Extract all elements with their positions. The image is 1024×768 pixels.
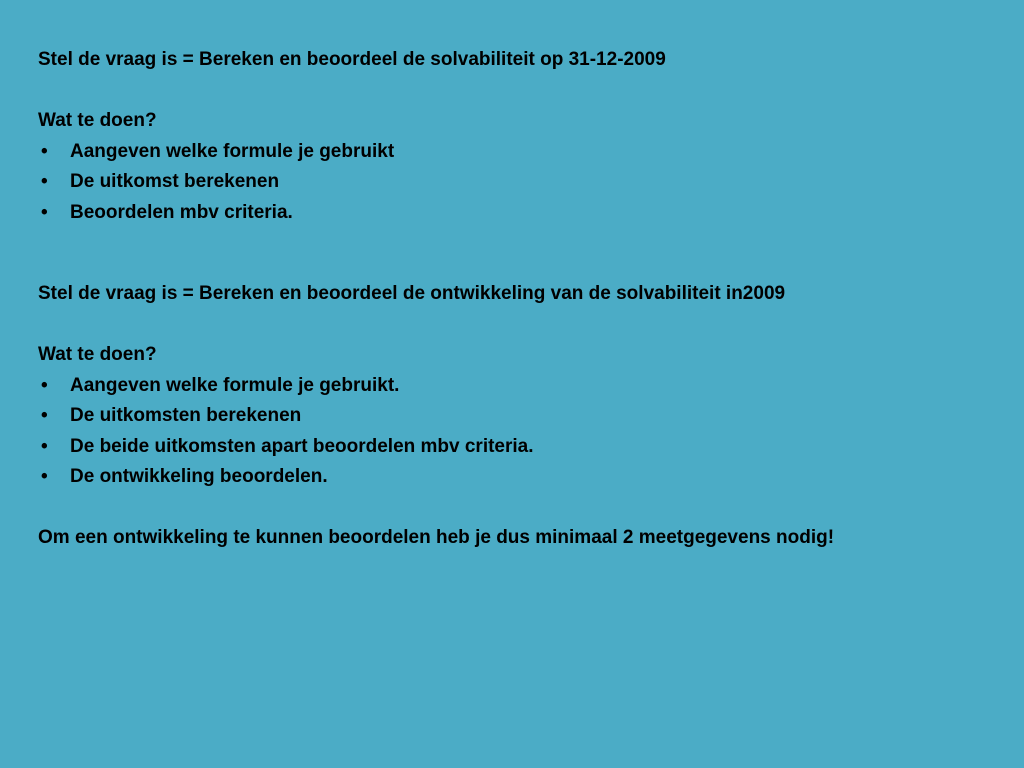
question-text: Stel de vraag is = Bereken en beoordeel de solvabiliteit op 31-12-2009 bbox=[38, 49, 666, 70]
bullet-icon: • bbox=[41, 140, 48, 162]
list-item bbox=[38, 167, 968, 198]
list-item-text: Aangeven welke formule je gebruikt bbox=[70, 140, 395, 162]
section-solvabiliteit-op-datum bbox=[38, 45, 968, 228]
list-item-text: De beide uitkomsten apart beoordelen mbv criteria. bbox=[70, 435, 534, 457]
bullet-icon: • bbox=[41, 171, 48, 192]
bullet-icon: • bbox=[41, 466, 48, 487]
list-item-text: De uitkomst berekenen bbox=[70, 171, 280, 192]
list-item-text: Aangeven welke formule je gebruikt. bbox=[70, 374, 400, 396]
conclusion-text: Om een ontwikkeling te kunnen beoordelen heb je dus minimaal 2 meetgegevens nodig! bbox=[38, 527, 835, 548]
bullet-icon: • bbox=[41, 374, 48, 396]
todo-list bbox=[38, 371, 968, 493]
question-text: Stel de vraag is = Bereken en beoordeel de ontwikkeling van de solvabiliteit in2009 bbox=[38, 283, 786, 304]
list-item-text: De uitkomsten berekenen bbox=[70, 405, 302, 426]
list-item bbox=[38, 462, 968, 493]
spacer bbox=[38, 76, 968, 107]
list-item-text: De ontwikkeling beoordelen. bbox=[70, 466, 328, 487]
list-item bbox=[38, 401, 968, 432]
list-item bbox=[38, 137, 968, 168]
list-item bbox=[38, 432, 968, 463]
list-item bbox=[38, 198, 968, 229]
list-item bbox=[38, 371, 968, 402]
spacer bbox=[38, 310, 968, 341]
list-item-text: Beoordelen mbv criteria. bbox=[70, 201, 293, 223]
todo-heading: Wat te doen? bbox=[38, 110, 157, 131]
bullet-icon: • bbox=[41, 405, 48, 426]
todo-heading: Wat te doen? bbox=[38, 344, 157, 365]
spacer bbox=[38, 493, 968, 524]
bullet-icon: • bbox=[41, 201, 48, 223]
todo-list bbox=[38, 137, 968, 229]
section-solvabiliteit-ontwikkeling bbox=[38, 279, 968, 554]
bullet-icon: • bbox=[41, 435, 48, 457]
